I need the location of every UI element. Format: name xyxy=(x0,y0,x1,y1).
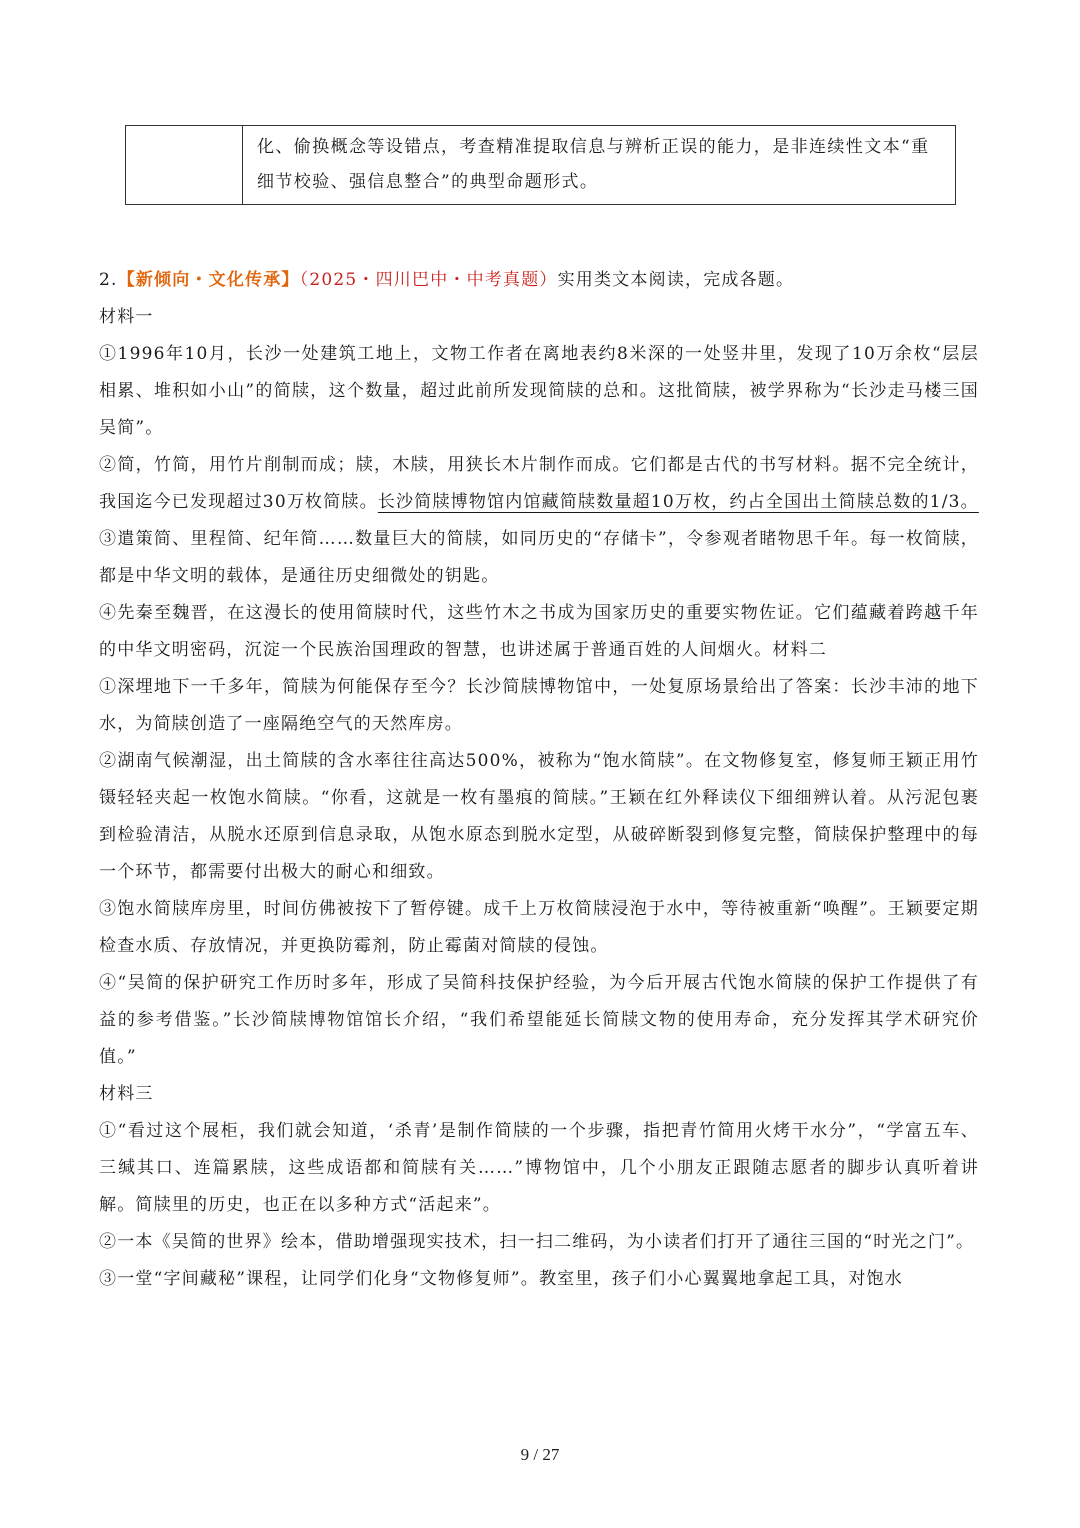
page-number: 9 / 27 xyxy=(520,1445,560,1464)
question-instruction: 实用类文本阅读，完成各题。 xyxy=(557,270,795,290)
material2-paragraph-4: ④“吴简的保护研究工作历时多年，形成了吴简科技保护经验，为今后开展古代饱水简牍的保护工作提供了有益的参考借鉴。”长沙简牍博物馆馆长介绍，“我们希望能延长简牍文物的使用寿命，充分发挥其学术研究价值。” xyxy=(99,973,979,1067)
material3-paragraph-3: ③一堂“字间藏秘”课程，让同学们化身“文物修复师”。教室里，孩子们小心翼翼地拿起工具，对饱水 xyxy=(99,1269,903,1289)
question-number: 2. xyxy=(99,270,118,290)
material1-paragraph-4: ④先秦至魏晋，在这漫长的使用简牍时代，这些竹木之书成为国家历史的重要实物佐证。它们蕴藏着跨越千年的中华文明密码，沉淀一个民族治国理政的智慧，也讲述属于普通百姓的人间烟火。材料二 xyxy=(99,603,979,660)
question-heading xyxy=(99,262,979,299)
material1-paragraph-2 xyxy=(99,447,979,521)
material1-title: 材料一 xyxy=(99,307,154,327)
material3-paragraph-2: ②一本《吴简的世界》绘本，借助增强现实技术，扫一扫二维码，为小读者们打开了通往三国的“时光之门”。 xyxy=(99,1232,975,1252)
material1-paragraph-1: ①1996年10月，长沙一处建筑工地上，文物工作者在离地表约8米深的一处竖井里，发现了10万余枚“层层相累、堆积如小山”的简牍，这个数量，超过此前所发现简牍的总和。这批简牍，被学界称为“长沙走马楼三国吴简”。 xyxy=(99,344,979,438)
table-left-cell xyxy=(126,126,243,204)
continuation-table xyxy=(125,125,956,205)
material3-paragraph-1: ①“看过这个展柜，我们就会知道，‘杀青’是制作简牍的一个步骤，指把青竹简用火烤干水分”，“学富五车、三缄其口、连篇累牍，这些成语都和简牍有关……”博物馆中，几个小朋友正跟随志愿者的脚步认真听着讲解。简牍里的历史，也正在以多种方式“活起来”。 xyxy=(99,1121,979,1215)
question-source: 2025・四川巴中・中考真题 xyxy=(309,270,540,290)
source-close: ） xyxy=(539,270,558,290)
material1-paragraph-3: ③遣策简、里程简、纪年简……数量巨大的简牍，如同历史的“存储卡”，令参观者睹物思千年。每一枚简牍，都是中华文明的载体，是通往历史细微处的钥匙。 xyxy=(99,529,979,586)
source-open: （ xyxy=(299,270,310,290)
material3-title: 材料三 xyxy=(99,1084,154,1104)
material2-paragraph-1: ①深埋地下一千多年，简牍为何能保存至今？长沙简牍博物馆中，一处复原场景给出了答案：长沙丰沛的地下水，为简牍创造了一座隔绝空气的天然库房。 xyxy=(99,677,979,734)
material1-p2-underlined: 长沙简牍博物馆内馆藏简牍数量超10万枚，约占全国出土简牍总数的1/3。 xyxy=(377,492,979,512)
material2-paragraph-2: ②湖南气候潮湿，出土简牍的含水率往往高达500%，被称为“饱水简牍”。在文物修复室，修复师王颖正用竹镊轻轻夹起一枚饱水简牍。“你看，这就是一枚有墨痕的简牍。”王颖在红外释读仪下细细辨认着。从污泥包裹到检验清洁，从脱水还原到信息录取，从饱水原态到脱水定型，从破碎断裂到修复完整，简牍保护整理中的每一个环节，都需要付出极大的耐心和细致。 xyxy=(99,751,979,882)
material2-paragraph-3: ③饱水简牍库房里，时间仿佛被按下了暂停键。成千上万枚简牍浸泡于水中，等待被重新“唤醒”。王颖要定期检查水质、存放情况，并更换防霉剂，防止霉菌对简牍的侵蚀。 xyxy=(99,899,979,956)
question-content xyxy=(99,262,979,1298)
table-right-cell: 化、偷换概念等设错点，考查精准提取信息与辨析正误的能力，是非连续性文本“重细节校验、强信息整合”的典型命题形式。 xyxy=(257,137,930,192)
material1-p2-text: ②简，竹简，用竹片削制而成；牍，木牍，用狭长木片制作而成。它们都是古代的书写材料。据不完全统计，我国迄今已发现超过30万枚简牍。 xyxy=(99,455,979,512)
question-tag: 【新倾向・文化传承】 xyxy=(117,270,300,290)
